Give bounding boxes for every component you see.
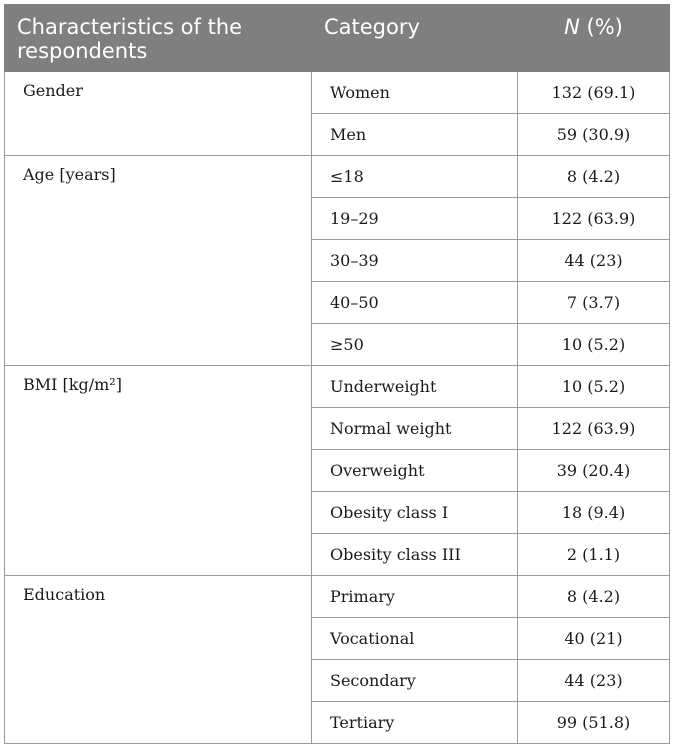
category-cell: Obesity class I <box>312 492 518 534</box>
respondents-table <box>4 4 670 744</box>
header-category: Category <box>312 5 518 72</box>
value-cell: 7 (3.7) <box>518 282 670 324</box>
value-cell: 8 (4.2) <box>518 576 670 618</box>
category-cell: Overweight <box>312 450 518 492</box>
value-cell: 44 (23) <box>518 660 670 702</box>
value-cell: 39 (20.4) <box>518 450 670 492</box>
group-label-bmi: BMI [kg/m²] <box>5 366 312 576</box>
header-row <box>5 5 670 72</box>
value-cell: 59 (30.9) <box>518 114 670 156</box>
table-header <box>5 5 670 72</box>
category-cell: Women <box>312 72 518 114</box>
category-cell: Secondary <box>312 660 518 702</box>
category-cell: Underweight <box>312 366 518 408</box>
group-label-education: Education <box>5 576 312 744</box>
value-cell: 122 (63.9) <box>518 408 670 450</box>
value-cell: 10 (5.2) <box>518 324 670 366</box>
value-cell: 132 (69.1) <box>518 72 670 114</box>
header-percent: (%) <box>579 15 623 39</box>
category-cell: Normal weight <box>312 408 518 450</box>
header-characteristics: Characteristics of the respondents <box>5 5 312 72</box>
category-cell: Men <box>312 114 518 156</box>
category-cell: Tertiary <box>312 702 518 744</box>
header-n: N <box>564 15 580 39</box>
value-cell: 99 (51.8) <box>518 702 670 744</box>
category-cell: 30–39 <box>312 240 518 282</box>
table-row <box>5 72 670 114</box>
table-row <box>5 156 670 198</box>
value-cell: 8 (4.2) <box>518 156 670 198</box>
group-label-age: Age [years] <box>5 156 312 366</box>
group-label-gender: Gender <box>5 72 312 156</box>
value-cell: 2 (1.1) <box>518 534 670 576</box>
category-cell: Primary <box>312 576 518 618</box>
table-row <box>5 366 670 408</box>
header-n-percent <box>518 5 670 72</box>
category-cell: ≤18 <box>312 156 518 198</box>
category-cell: Vocational <box>312 618 518 660</box>
table-row <box>5 576 670 618</box>
value-cell: 44 (23) <box>518 240 670 282</box>
category-cell: 40–50 <box>312 282 518 324</box>
value-cell: 122 (63.9) <box>518 198 670 240</box>
category-cell: Obesity class III <box>312 534 518 576</box>
value-cell: 18 (9.4) <box>518 492 670 534</box>
category-cell: 19–29 <box>312 198 518 240</box>
value-cell: 40 (21) <box>518 618 670 660</box>
value-cell: 10 (5.2) <box>518 366 670 408</box>
category-cell: ≥50 <box>312 324 518 366</box>
table-body <box>5 72 670 744</box>
